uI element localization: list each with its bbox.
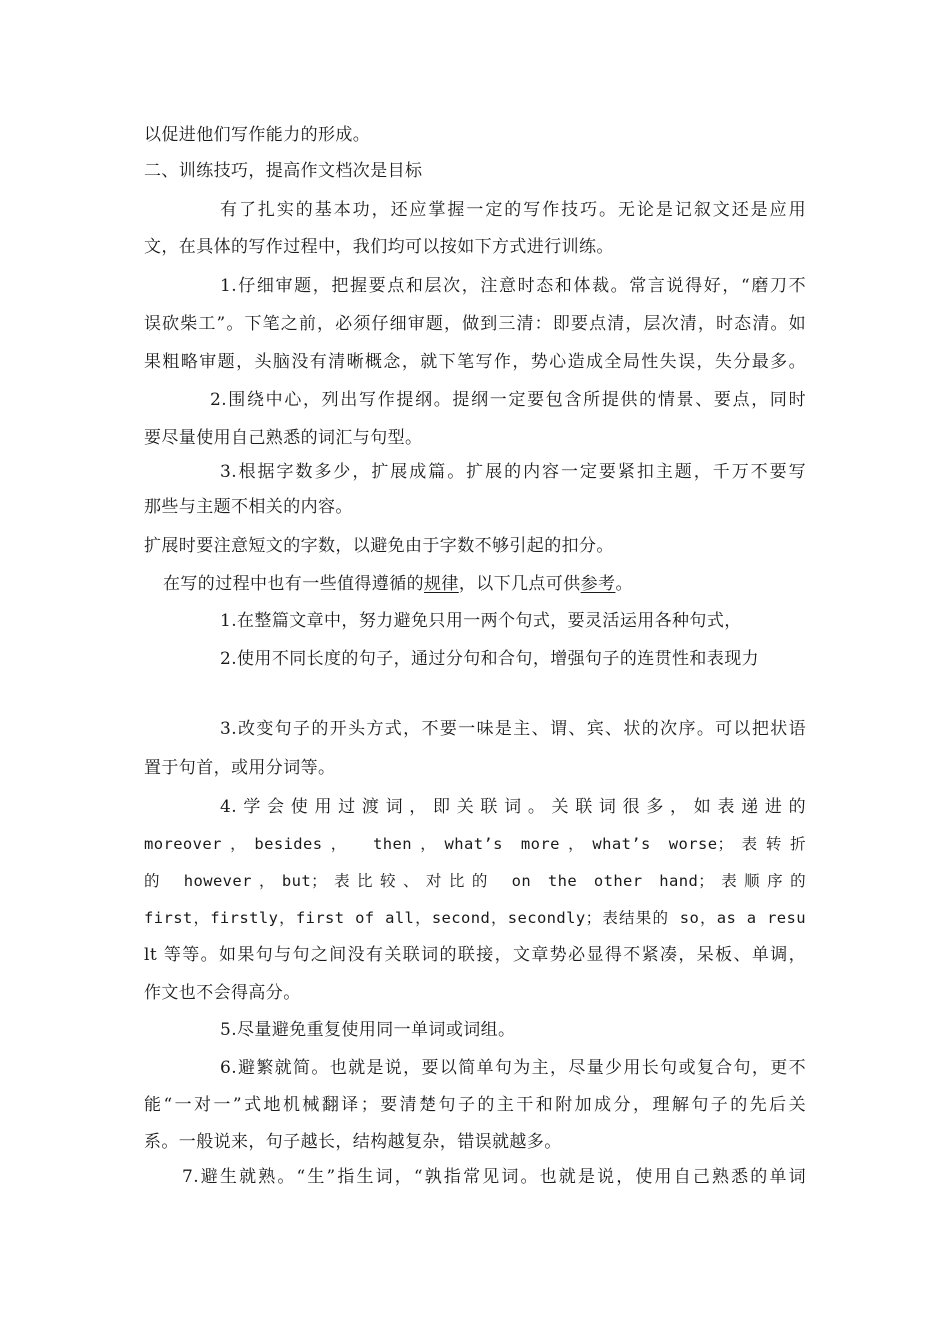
list-item-3-line: 3.根据字数多少，扩展成篇。扩展的内容一定要紧扣主题，千万不要写: [220, 462, 806, 482]
list-item-1-line: 果粗略审题，头脑没有清晰概念，就下笔写作，势心造成全局性失误，失分最多。: [144, 352, 806, 372]
tip-item-3-line: 置于句首，或用分词等。: [144, 758, 336, 778]
paragraph-line: 文，在具体的写作过程中，我们均可以按如下方式进行训练。: [144, 237, 614, 257]
tip-item-5: 5.尽量避免重复使用同一单词或词组。: [220, 1020, 516, 1040]
tip-item-4-line: 作文也不会得高分。: [144, 983, 301, 1003]
section-heading: 二、训练技巧，提高作文档次是目标: [144, 161, 423, 181]
tip-item-2: 2.使用不同长度的句子，通过分句和合句，增强句子的连贯性和表现力: [220, 649, 760, 669]
tip-item-4-line: 的 however，but；表比较、对比的 on the other hand；表顺序的: [144, 872, 806, 890]
tip-item-4-line: 4.学会使用过渡词，即关联词。关联词很多，如表递进的: [220, 797, 806, 817]
tip-item-4-line: first，firstly，first of all，second，secondly；表结果的 so，as a resu: [144, 909, 806, 927]
paragraph-line: 扩展时要注意短文的字数，以避免由于字数不够引起的扣分。: [144, 536, 614, 556]
list-item-3-line: 那些与主题不相关的内容。: [144, 497, 353, 517]
tip-item-1: 1.在整篇文章中，努力避免只用一两个句式，要灵活运用各种句式，: [220, 611, 742, 631]
list-item-1-line: 1.仔细审题，把握要点和层次，注意时态和体裁。常言说得好，“磨刀不: [220, 276, 806, 296]
paragraph-line: 有了扎实的基本功，还应掌握一定的写作技巧。无论是记叙文还是应用: [220, 200, 806, 220]
reference-link[interactable]: 参考: [580, 574, 616, 594]
rule-intro-line: [163, 573, 633, 595]
tip-item-7-line: 7.避生就熟。“生”指生词，“孰指常见词。也就是说，使用自己熟悉的单词: [182, 1167, 806, 1187]
rules-link[interactable]: 规律: [424, 574, 459, 594]
rule-intro-text: ，以下几点可供: [458, 574, 581, 594]
tip-item-4-line: moreover，besides， then，what’s more，what’s worse；表转折: [144, 835, 806, 853]
paragraph-line: 以促进他们写作能力的形成。: [144, 125, 371, 145]
tip-item-3-line: 3.改变句子的开头方式，不要一味是主、谓、宾、状的次序。可以把状语: [220, 719, 806, 739]
list-item-2-line: 2.围绕中心，列出写作提纲。提纲一定要包含所提供的情景、要点，同时: [210, 390, 806, 410]
rule-intro-text: 。: [615, 574, 633, 594]
rule-intro-text: 在写的过程中也有一些值得遵循的: [163, 574, 424, 594]
tip-item-6-line: 6.避繁就简。也就是说，要以简单句为主，尽量少用长句或复合句，更不: [220, 1058, 806, 1078]
tip-item-6-line: 系。一般说来，句子越长，结构越复杂，错误就越多。: [144, 1132, 562, 1152]
list-item-2-line: 要尽量使用自己熟悉的词汇与句型。: [144, 428, 423, 448]
list-item-1-line: 误砍柴工”。下笔之前，必须仔细审题，做到三清：即要点清，层次清，时态清。如: [144, 314, 806, 334]
tip-item-4-line: lt 等等。如果句与句之间没有关联词的联接，文章势必显得不紧凑，呆板、单调，: [144, 945, 806, 965]
tip-item-6-line: 能“一对一”式地机械翻译；要清楚句子的主干和附加成分，理解句子的先后关: [144, 1095, 806, 1115]
